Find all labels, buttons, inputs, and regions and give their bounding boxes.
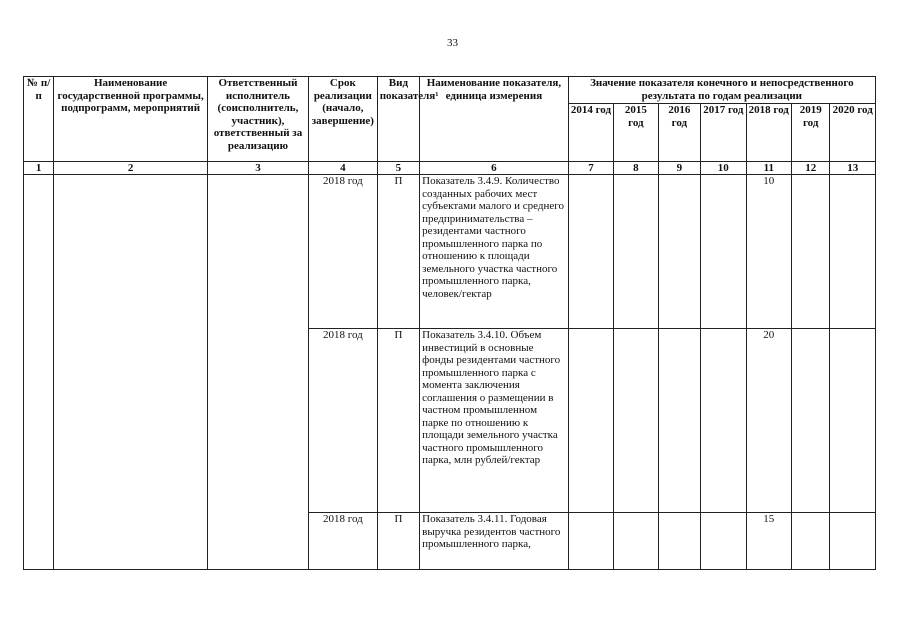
cell-value: [830, 513, 876, 570]
cell-value: 15: [746, 513, 791, 570]
cell-value: [568, 513, 613, 570]
cell-indicator-name: Показатель 3.4.9. Количество созданных рабочих мест субъектами малого и среднего предпринимательства – резидентами частного промышленного парка по отношению к площади земельного участка частного промышленного парка, человек/гектар: [420, 175, 569, 329]
header-year: 2016 год: [658, 104, 700, 162]
cell-term: 2018 год: [308, 513, 377, 570]
column-number: 4: [308, 162, 377, 175]
table-row: [24, 175, 876, 329]
cell-indicator-name: Показатель 3.4.11. Годовая выручка резидентов частного промышленного парка,: [420, 513, 569, 570]
cell-value: [658, 175, 700, 329]
column-number: 2: [54, 162, 208, 175]
cell-term: 2018 год: [308, 175, 377, 329]
cell-value: [701, 175, 746, 329]
header-indicator-name: Наименование показателя, единица измерения: [420, 77, 569, 162]
column-number-row: [24, 162, 876, 175]
cell-value: [658, 329, 700, 513]
cell-value: [614, 329, 658, 513]
header-year: 2020 год: [830, 104, 876, 162]
page-number: 33: [447, 37, 458, 49]
cell-value: [614, 175, 658, 329]
header-year: 2019 год: [792, 104, 830, 162]
cell-value: [614, 513, 658, 570]
cell-value: [701, 329, 746, 513]
column-number: 12: [792, 162, 830, 175]
column-number: 10: [701, 162, 746, 175]
column-number: 3: [207, 162, 308, 175]
cell-value: [568, 329, 613, 513]
cell-responsible: [207, 175, 308, 570]
column-number: 9: [658, 162, 700, 175]
header-number: № п/п: [24, 77, 54, 162]
cell-term: 2018 год: [308, 329, 377, 513]
column-number: 1: [24, 162, 54, 175]
cell-indicator-type: П: [377, 329, 419, 513]
cell-value: [658, 513, 700, 570]
cell-value: [792, 175, 830, 329]
header-values-group: Значение показателя конечного и непосредственного результата по годам реализации: [568, 77, 875, 104]
column-number: 5: [377, 162, 419, 175]
column-number: 8: [614, 162, 658, 175]
cell-value: [830, 329, 876, 513]
column-number: 13: [830, 162, 876, 175]
indicators-table: [23, 76, 876, 570]
header-year: 2017 год: [701, 104, 746, 162]
column-number: 7: [568, 162, 613, 175]
header-program-name: Наименование государственной программы, подпрограмм, мероприятий: [54, 77, 208, 162]
cell-value: [568, 175, 613, 329]
header-year: 2015 год: [614, 104, 658, 162]
cell-program-name: [54, 175, 208, 570]
cell-value: 20: [746, 329, 791, 513]
header-indicator-type: Вид показателя¹: [377, 77, 419, 162]
cell-indicator-name: Показатель 3.4.10. Объем инвестиций в основные фонды резидентами частного промышленного парка с момента заключения соглашения о размещении в частном промышленном парке по отношению к площади земельного участка частного промышленного парка, млн рублей/гектар: [420, 329, 569, 513]
header-year: 2014 год: [568, 104, 613, 162]
column-number: 6: [420, 162, 569, 175]
cell-number: [24, 175, 54, 570]
cell-value: [830, 175, 876, 329]
header-year: 2018 год: [746, 104, 791, 162]
cell-value: [792, 329, 830, 513]
cell-indicator-type: П: [377, 513, 419, 570]
cell-value: 10: [746, 175, 791, 329]
header-row-1: [24, 77, 876, 104]
header-responsible: Ответственный исполнитель (соисполнитель, участник), ответственный за реализацию: [207, 77, 308, 162]
cell-value: [792, 513, 830, 570]
header-term: Срок реализации (начало, завершение): [308, 77, 377, 162]
cell-value: [701, 513, 746, 570]
cell-indicator-type: П: [377, 175, 419, 329]
column-number: 11: [746, 162, 791, 175]
